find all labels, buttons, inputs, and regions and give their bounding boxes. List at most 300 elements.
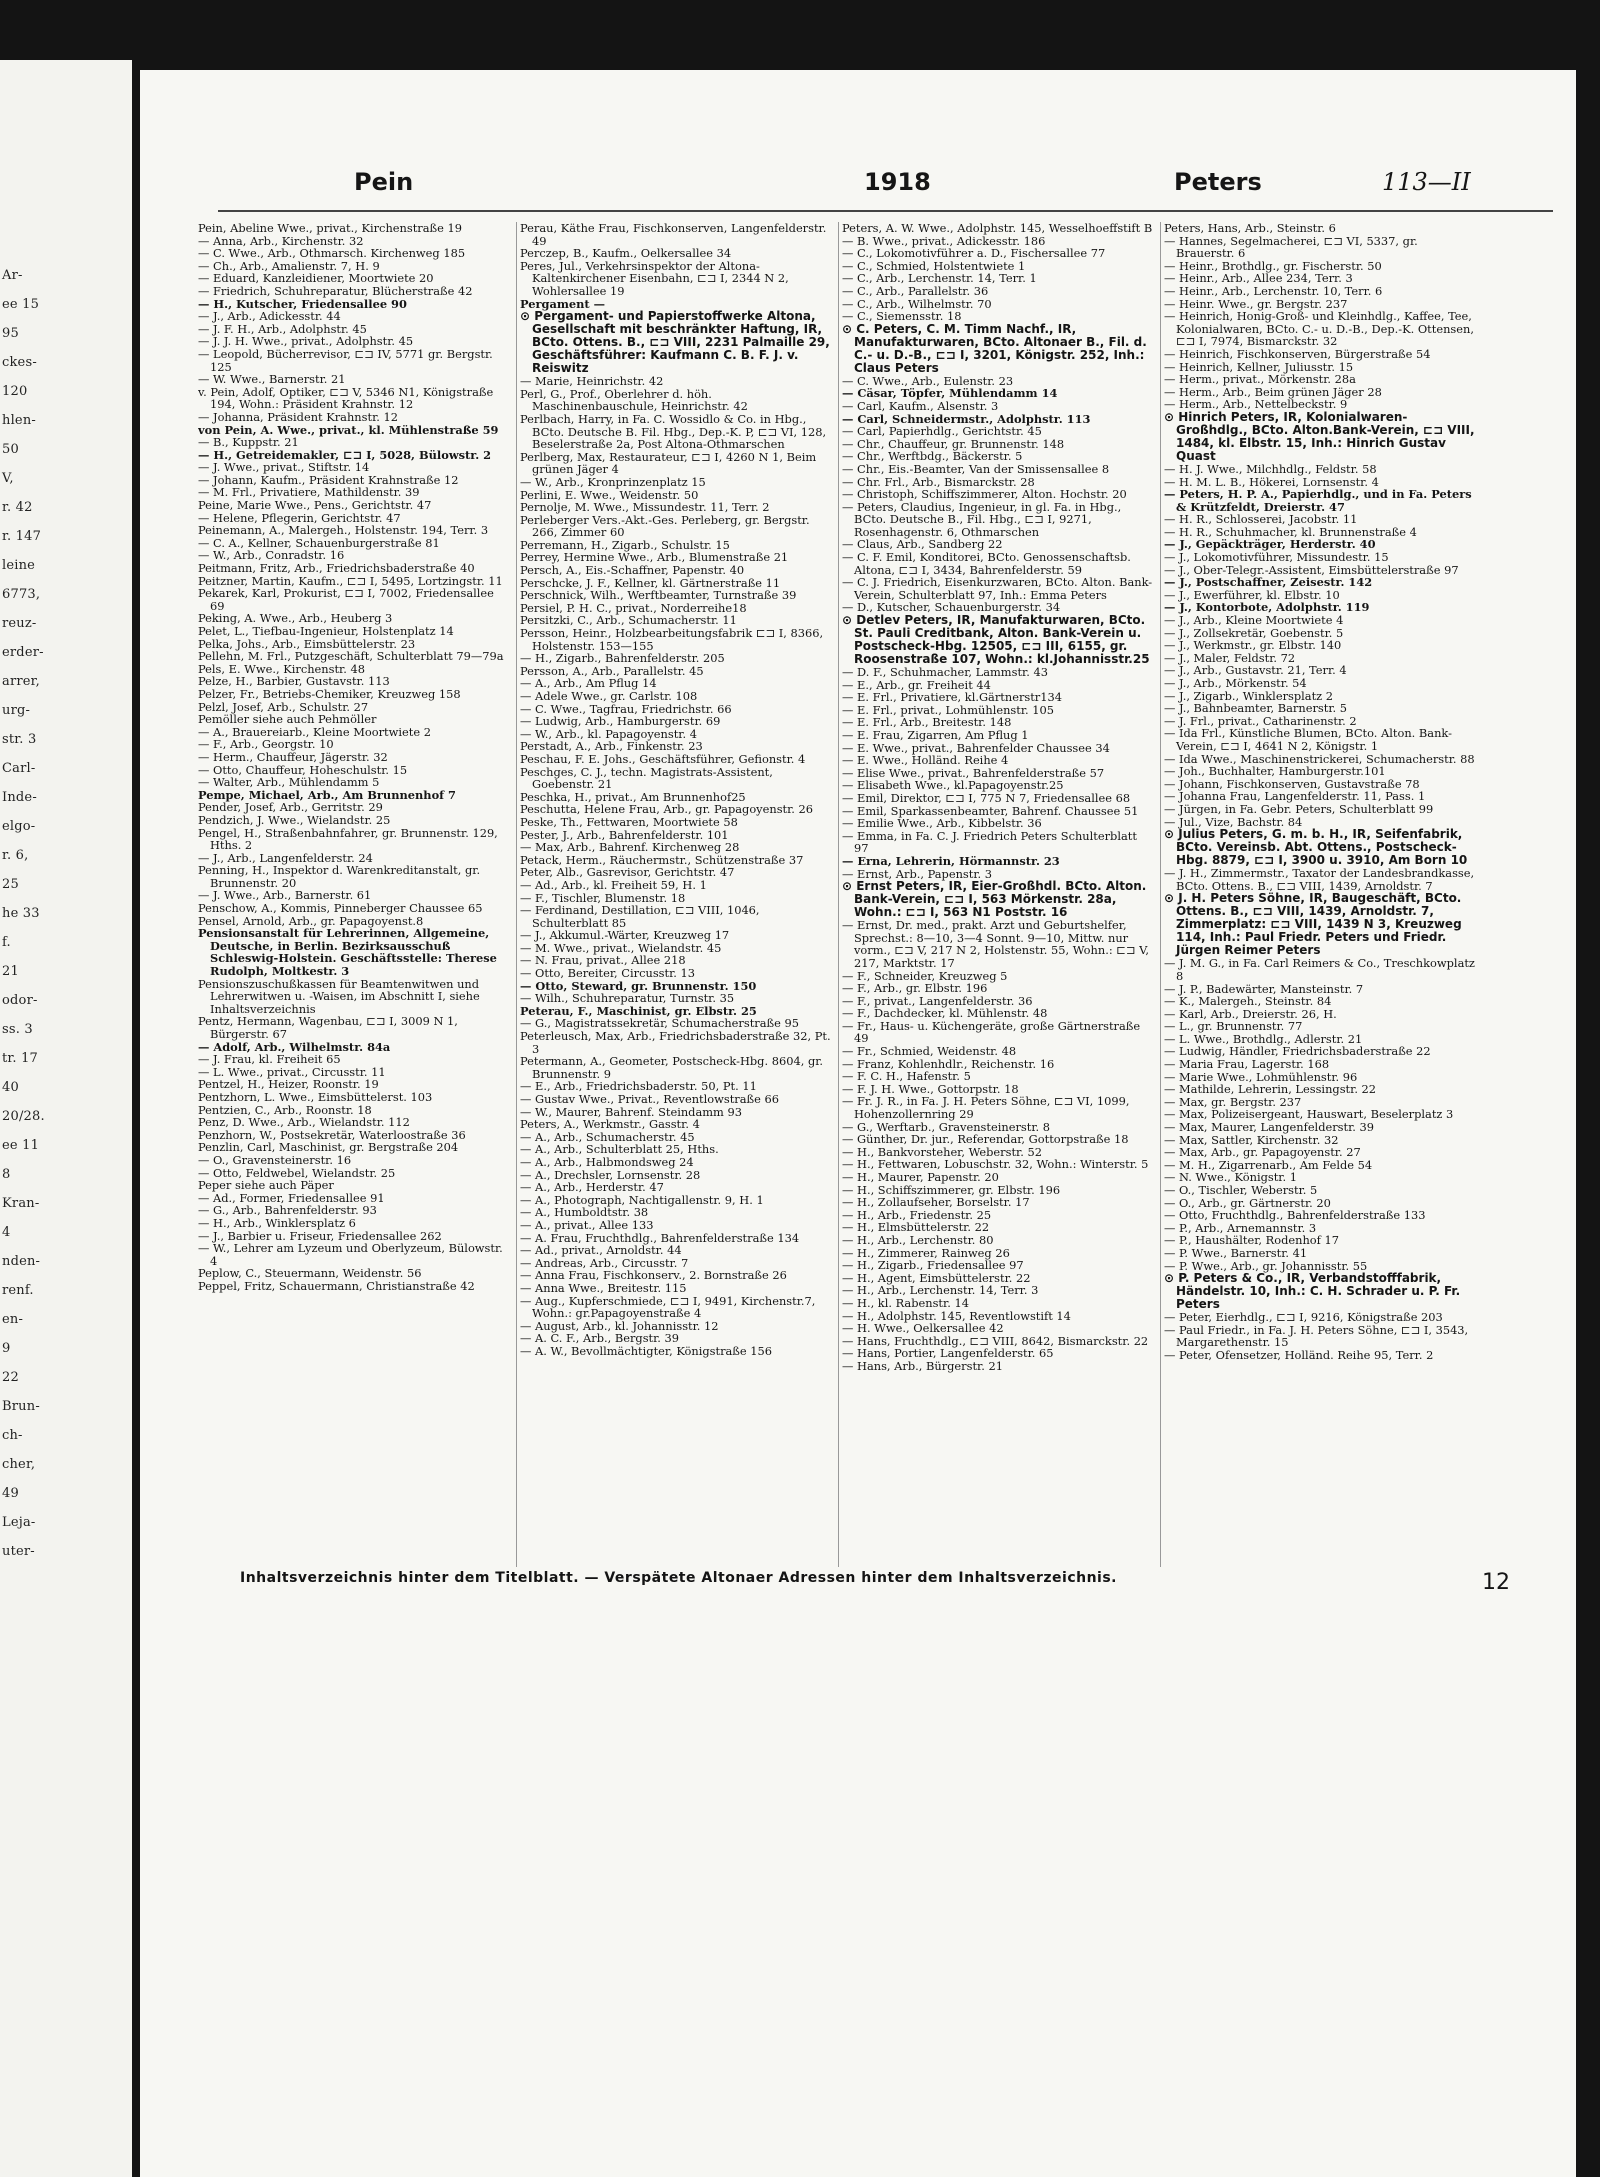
directory-entry: — Cäsar, Töpfer, Mühlendamm 14 — [842, 386, 1058, 401]
directory-entry: — Peters, Claudius, Ingenieur, in gl. Fa. in Hbg., BCto. Deutsche B., Fil. Hbg., ⊏⊐ I, 9271, Rosenhagenstr. 6, Othmarschen — [842, 499, 1122, 539]
directory-entry: — A., Arb., Schumacherstr. 45 — [520, 1129, 695, 1144]
directory-entry: — J. Frau, kl. Freiheit 65 — [198, 1052, 341, 1067]
directory-entry: ⊙ J. H. Peters Söhne, IR, Baugeschäft, BCto. Ottens. B., ⊏⊐ VIII, 1439, Arnoldstr. 7, Zimmerplatz: ⊏⊐ VIII, 1439 N 3, Kreuzweg 114, Inh.: Paul Friedr. Peters und Friedr. Jürgen Reimer Peters — [1164, 891, 1462, 958]
previous-page-edge — [0, 60, 132, 2177]
directory-entry: — E., Arb., Friedrichsbaderstr. 50, Pt. 11 — [520, 1079, 757, 1094]
directory-entry: Peschges, C. J., techn. Magistrats-Assistent, Goebenstr. 21 — [520, 764, 773, 792]
directory-entry: Perleberger Vers.-Akt.-Ges. Perleberg, gr. Bergstr. 266, Zimmer 60 — [520, 512, 810, 540]
directory-entry: — Chr. Frl., Arb., Bismarckstr. 28 — [842, 474, 1035, 489]
directory-entry: — Walter, Arb., Mühlendamm 5 — [198, 775, 380, 790]
directory-entry: — F., Arb., gr. Elbstr. 196 — [842, 981, 988, 996]
directory-entry: — Hans, Fruchthdlg., ⊏⊐ VIII, 8642, Bismarckstr. 22 — [842, 1333, 1149, 1348]
directory-entry: — Carl, Kaufm., Alsenstr. 3 — [842, 398, 999, 413]
directory-entry: — B. Wwe., privat., Adickesstr. 186 — [842, 233, 1046, 248]
directory-entry: — Eduard, Kanzleidiener, Moortwiete 20 — [198, 271, 434, 286]
directory-entry: — P. Wwe., Barnerstr. 41 — [1164, 1245, 1308, 1260]
directory-entry: Perl, G., Prof., Oberlehrer d. höh. Maschinenbauschule, Heinrichstr. 42 — [520, 386, 748, 414]
directory-entry: — Ernst, Dr. med., prakt. Arzt und Geburtshelfer, Sprechst.: 8—10, 3—4 Sonnt. 9—10, Mittw. nur vorm., ⊏⊐ V, 217 N 2, Holstenstr. 55, Wohn.: ⊏⊐ V, 217, Marktstr. 17 — [842, 918, 1150, 970]
directory-entry: — Max, Arb., Bahrenf. Kirchenweg 28 — [520, 840, 740, 855]
directory-entry: — H., Elmsbüttelerstr. 22 — [842, 1220, 990, 1235]
directory-entry: — H. J. Wwe., Milchhdlg., Feldstr. 58 — [1164, 461, 1377, 476]
directory-entry: — G., Arb., Bahrenfelderstr. 93 — [198, 1203, 377, 1218]
directory-entry: — C. A., Kellner, Schauenburgerstraße 81 — [198, 535, 440, 550]
directory-entry: — J., Ober-Telegr.-Assistent, Eimsbüttelerstraße 97 — [1164, 562, 1459, 577]
directory-entry: — Elisabeth Wwe., kl.Papagoyenstr.25 — [842, 778, 1064, 793]
directory-entry: — J., Arb., Mörkenstr. 54 — [1164, 676, 1307, 690]
directory-entry: Pensel, Arnold, Arb., gr. Papagoyenst.8 — [198, 913, 424, 928]
directory-entry: — Helene, Pflegerin, Gerichtstr. 47 — [198, 510, 401, 525]
directory-entry: — H., Arb., Winklersplatz 6 — [198, 1215, 356, 1230]
directory-entry: Pensionsanstalt für Lehrerinnen, Allgemeine, Deutsche, in Berlin. Bezirksausschuß Schleswig-Holstein. Geschäftsstelle: Therese Rudolph, Moltkestr. 3 — [198, 926, 497, 979]
edge-text-fragment: Inde- — [2, 790, 37, 805]
directory-entry: — Ernst, Arb., Papenstr. 3 — [842, 866, 993, 881]
directory-entry: — L., gr. Brunnenstr. 77 — [1164, 1019, 1303, 1034]
directory-entry: — Karl, Arb., Dreierstr. 26, H. — [1164, 1006, 1337, 1021]
directory-entry: — H. Wwe., Oelkersallee 42 — [842, 1321, 1004, 1336]
edge-text-fragment: 95 — [2, 326, 19, 341]
directory-entry: von Pein, A. Wwe., privat., kl. Mühlenstraße 59 — [198, 422, 499, 437]
directory-entry: — Erna, Lehrerin, Hörmannstr. 23 — [842, 853, 1060, 868]
directory-entry: — J., Zollsekretär, Goebenstr. 5 — [1164, 625, 1344, 640]
edge-text-fragment: arrer, — [2, 674, 40, 689]
directory-entry: — C. Wwe., Arb., Othmarsch. Kirchenweg 185 — [198, 246, 466, 261]
edge-text-fragment: ss. 3 — [2, 1022, 33, 1037]
edge-text-fragment: en- — [2, 1312, 24, 1327]
directory-entry: — J., Akkumul.-Wärter, Kreuzweg 17 — [520, 928, 730, 943]
directory-entry: — Andreas, Arb., Circusstr. 7 — [520, 1255, 689, 1270]
directory-entry: — J., Lokomotivführer, Missundestr. 15 — [1164, 550, 1389, 565]
edge-text-fragment: 50 — [2, 442, 19, 457]
directory-entry: — Fr., Haus- u. Küchengeräte, große Gärtnerstraße 49 — [842, 1018, 1141, 1046]
directory-entry: — C., Lokomotivführer a. D., Fischersallee 77 — [842, 246, 1106, 261]
directory-entry: — Fr. J. R., in Fa. J. H. Peters Söhne, ⊏⊐ VI, 1099, Hohenzollernring 29 — [842, 1094, 1130, 1122]
edge-text-fragment: elgo- — [2, 819, 36, 834]
directory-entry: Pein, Abeline Wwe., privat., Kirchenstraße 19 — [198, 222, 462, 235]
edge-text-fragment: leine — [2, 558, 36, 573]
directory-entry: Pelze, H., Barbier, Gustavstr. 113 — [198, 674, 390, 689]
directory-entry: — Ferdinand, Destillation, ⊏⊐ VIII, 1046, Schulterblatt 85 — [520, 903, 760, 930]
directory-entry: — Heinrich, Honig-Groß- und Kleinhdlg., Kaffee, Tee, Kolonialwaren, BCto. C.- u. D.-B., Dep.-K. Ottensen, ⊏⊐ I, 7974, Bismarckstr. 32 — [1164, 309, 1474, 349]
directory-entry: — J., Werkmstr., gr. Elbstr. 140 — [1164, 638, 1342, 653]
directory-entry: — Anna Wwe., Breitestr. 115 — [520, 1280, 687, 1295]
directory-entry: Pelka, Johs., Arb., Eimsbüttelerstr. 23 — [198, 636, 416, 651]
directory-entry: Peters, Hans, Arb., Steinstr. 6 — [1164, 222, 1336, 235]
directory-entry: Pentz, Hermann, Wagenbau, ⊏⊐ I, 3009 N 1, Bürgerstr. 67 — [198, 1014, 458, 1041]
directory-entry: — J., Arb., Kleine Moortwiete 4 — [1164, 613, 1344, 628]
directory-entry: — Joh., Buchhalter, Hamburgerstr.101 — [1164, 764, 1386, 779]
directory-entry: — H., Maurer, Papenstr. 20 — [842, 1170, 999, 1184]
directory-entry: Pelzer, Fr., Betriebs-Chemiker, Kreuzweg 158 — [198, 686, 461, 701]
directory-entry: — Heinr., Arb., Lerchenstr. 10, Terr. 6 — [1164, 283, 1383, 298]
directory-entry: — Christoph, Schiffszimmerer, Alton. Hochstr. 20 — [842, 487, 1127, 502]
directory-entry: — N. Wwe., Königstr. 1 — [1164, 1170, 1297, 1185]
edge-text-fragment: Leja- — [2, 1515, 36, 1530]
directory-entry: — Ida Wwe., Maschinenstrickerei, Schumacherstr. 88 — [1164, 751, 1475, 766]
directory-entry: Pengel, H., Straßenbahnfahrer, gr. Brunnenstr. 129, Hths. 2 — [198, 825, 498, 853]
directory-entry: — J., Gepäckträger, Herderstr. 40 — [1164, 537, 1376, 552]
directory-entry: — Max, Polizeisergeant, Hauswart, Beselerplatz 3 — [1164, 1107, 1454, 1122]
edge-text-fragment: 21 — [2, 964, 19, 979]
directory-entry: — C. Wwe., Tagfrau, Friedrichstr. 66 — [520, 701, 732, 716]
directory-entry: — H., Arb., Lerchenstr. 80 — [842, 1232, 994, 1247]
directory-entry: ⊙ Ernst Peters, IR, Eier-Großhdl. BCto. Alton. Bank-Verein, ⊏⊐ I, 563 Mörkenstr. 28a, Wohn.: ⊏⊐ I, 563 N1 Poststr. 16 — [842, 879, 1147, 920]
directory-entry: — Otto, Feldwebel, Wielandstr. 25 — [198, 1165, 396, 1180]
directory-entry: Perremann, H., Zigarb., Schulstr. 15 — [520, 537, 730, 552]
directory-entry: — Otto, Chauffeur, Hoheschulstr. 15 — [198, 762, 408, 777]
directory-entry: — Peter, Ofensetzer, Holländ. Reihe 95, Terr. 2 — [1164, 1347, 1434, 1362]
directory-entry: — Emma, in Fa. C. J. Friedrich Peters Schulterblatt 97 — [842, 828, 1137, 856]
directory-entry: — H. R., Schuhmacher, kl. Brunnenstraße 4 — [1164, 524, 1417, 539]
directory-entry: — C., Arb., Wilhelmstr. 70 — [842, 296, 992, 311]
directory-entry: Petermann, A., Geometer, Postscheck-Hbg. 8604, gr. Brunnenstr. 9 — [520, 1054, 824, 1081]
directory-entry: — E., Arb., gr. Freiheit 44 — [842, 677, 991, 692]
directory-entry: — E. Frau, Zigarren, Am Pflug 1 — [842, 728, 1029, 742]
directory-entry: — Herm., privat., Mörkenstr. 28a — [1164, 372, 1356, 387]
directory-entry: — C. Wwe., Arb., Eulenstr. 23 — [842, 373, 1014, 388]
directory-entry: — J. J. H. Wwe., privat., Adolphstr. 45 — [198, 334, 414, 349]
directory-entry: — N. Frau, privat., Allee 218 — [520, 953, 686, 968]
directory-entry: — M. H., Zigarrenarb., Am Felde 54 — [1164, 1157, 1373, 1172]
directory-entry: Petack, Herm., Räuchermstr., Schützenstraße 37 — [520, 852, 804, 867]
directory-entry: — B., Kuppstr. 21 — [198, 435, 299, 450]
directory-entry: — A., Photograph, Nachtigallenstr. 9, H. 1 — [520, 1192, 764, 1207]
directory-entry: — J., Arb., Gustavstr. 21, Terr. 4 — [1164, 663, 1347, 678]
directory-entry: — Herm., Chauffeur, Jägerstr. 32 — [198, 749, 388, 764]
directory-entry: Perlberg, Max, Restaurateur, ⊏⊐ I, 4260 N 1, Beim grünen Jäger 4 — [520, 449, 817, 477]
directory-entry: — Otto, Bereiter, Circusstr. 13 — [520, 966, 696, 981]
directory-entry: — Heinr., Arb., Allee 234, Terr. 3 — [1164, 271, 1353, 286]
directory-entry: — D., Kutscher, Schauenburgerstr. 34 — [842, 600, 1061, 615]
directory-entry: — F. J. H. Wwe., Gottorpstr. 18 — [842, 1081, 1019, 1096]
directory-entry: Penz, D. Wwe., Arb., Wielandstr. 112 — [198, 1115, 410, 1130]
directory-entry: — H., Arb., Friedenstr. 25 — [842, 1207, 992, 1222]
directory-entry: — Fr., Schmied, Weidenstr. 48 — [842, 1044, 1017, 1059]
directory-entry: Peter, Alb., Gasrevisor, Gerichtstr. 47 — [520, 865, 735, 880]
edge-text-fragment: r. 147 — [2, 529, 42, 544]
directory-entry: — H. M. L. B., Hökerei, Lornsenstr. 4 — [1164, 474, 1379, 489]
directory-entry: — Chr., Eis.-Beamter, Van der Smissensallee 8 — [842, 461, 1110, 476]
directory-entry: — G., Werftarb., Gravensteinerstr. 8 — [842, 1119, 1050, 1134]
directory-entry: — Heinr. Wwe., gr. Bergstr. 237 — [1164, 296, 1348, 311]
directory-entry: — F., Arb., Georgstr. 10 — [198, 737, 334, 752]
column-1 — [198, 222, 510, 1567]
directory-entry: — J., Maler, Feldstr. 72 — [1164, 650, 1296, 665]
directory-entry: Peters, A. W. Wwe., Adolphstr. 145, Wesselhoeffstift B — [842, 222, 1153, 235]
directory-entry: Peitmann, Fritz, Arb., Friedrichsbaderstraße 40 — [198, 561, 475, 576]
directory-page — [140, 70, 1576, 2177]
directory-entry: Persitzki, C., Arb., Schumacherstr. 11 — [520, 613, 737, 628]
directory-entry: — W., Arb., Conradstr. 16 — [198, 548, 345, 563]
directory-entry: — Herm., Arb., Nettelbeckstr. 9 — [1164, 397, 1348, 412]
directory-entry: — H., Adolphstr. 145, Reventlowstift 14 — [842, 1308, 1071, 1323]
directory-entry: Peske, Th., Fettwaren, Moortwiete 58 — [520, 814, 738, 829]
edge-text-fragment: f. — [2, 935, 11, 950]
footer-note: Inhaltsverzeichnis hinter dem Titelblatt. — Verspätete Altonaer Adressen hinter dem Inhaltsverzeichnis. — [240, 1570, 1118, 1586]
directory-entry: — J. P., Badewärter, Mansteinstr. 7 — [1164, 981, 1364, 996]
directory-entry: — Heinrich, Kellner, Juliusstr. 15 — [1164, 359, 1354, 374]
directory-entry: Peppel, Fritz, Schauermann, Christianstraße 42 — [198, 1278, 475, 1293]
directory-entry: — Peter, Eierhdlg., ⊏⊐ I, 9216, Königstraße 203 — [1164, 1310, 1443, 1325]
header-right-keyword: Peters — [1174, 168, 1262, 196]
directory-entry: Perschcke, J. F., Kellner, kl. Gärtnerstraße 11 — [520, 575, 781, 590]
directory-entry: — M. Wwe., privat., Wielandstr. 45 — [520, 940, 722, 955]
directory-entry: — F., Tischler, Blumenstr. 18 — [520, 890, 686, 905]
directory-entry: — W., Arb., kl. Papagoyenstr. 4 — [520, 726, 697, 741]
directory-entry: — Hans, Portier, Langenfelderstr. 65 — [842, 1346, 1054, 1361]
directory-entry: — Chr., Werftbdg., Bäckerstr. 5 — [842, 449, 1023, 464]
directory-entry: — E. Frl., Arb., Breitestr. 148 — [842, 715, 1012, 730]
directory-entry: ⊙ Detlev Peters, IR, Manufakturwaren, BCto. St. Pauli Creditbank, Alton. Bank-Verein u. Postscheck-Hbg. 12505, ⊏⊐ III, 6155, gr. Roosenstraße 107, Wohn.: kl.Johannisstr.25 — [842, 613, 1150, 667]
directory-entry: — E. Wwe., Holländ. Reihe 4 — [842, 753, 1009, 768]
edge-text-fragment: cher, — [2, 1457, 36, 1472]
edge-text-fragment: hlen- — [2, 413, 36, 428]
directory-entry: — J., Zigarb., Winklersplatz 2 — [1164, 688, 1334, 703]
edge-text-fragment: r. 42 — [2, 500, 33, 515]
directory-entry: — Paul Friedr., in Fa. J. H. Peters Söhne, ⊏⊐ I, 3543, Margarethenstr. 15 — [1164, 1322, 1469, 1350]
directory-entry: Peterau, F., Maschinist, gr. Elbstr. 25 — [520, 1003, 757, 1018]
directory-entry: — H., Schiffszimmerer, gr. Elbstr. 196 — [842, 1182, 1061, 1197]
directory-entry: — C., Siemensstr. 18 — [842, 309, 962, 324]
edge-text-fragment: ee 15 — [2, 297, 40, 312]
directory-entry: Pels, E. Wwe., Kirchenstr. 48 — [198, 661, 365, 676]
edge-text-fragment: erder- — [2, 645, 44, 660]
directory-entry: — Hannes, Segelmacherei, ⊏⊐ VI, 5337, gr. Brauerstr. 6 — [1164, 233, 1418, 261]
edge-text-fragment: 20/28. — [2, 1109, 45, 1124]
directory-entry: — Otto, Fruchthdlg., Bahrenfelderstraße 133 — [1164, 1208, 1426, 1223]
directory-entry: — Johanna, Präsident Krahnstr. 12 — [198, 409, 398, 424]
directory-entry: — Franz, Kohlenhdlr., Reichenstr. 16 — [842, 1056, 1055, 1071]
directory-entry: — J., Ewerführer, kl. Elbstr. 10 — [1164, 587, 1340, 602]
directory-entry: — H., Zollaufseher, Borselstr. 17 — [842, 1195, 1030, 1210]
directory-entry: — Ida Frl., Künstliche Blumen, BCto. Alton. Bank-Verein, ⊏⊐ I, 4641 N 2, Königstr. 1 — [1164, 726, 1452, 753]
directory-entry: Pelzl, Josef, Arb., Schulstr. 27 — [198, 699, 369, 714]
directory-entry: Peters, A., Werkmstr., Gasstr. 4 — [520, 1117, 700, 1132]
header-rule — [218, 210, 1553, 212]
directory-entry: — P. Wwe., Arb., gr. Johannisstr. 55 — [1164, 1258, 1368, 1273]
directory-entry: — M. Frl., Privatiere, Mathildenstr. 39 — [198, 485, 420, 500]
directory-entry: — A., Brauereiarb., Kleine Moortwiete 2 — [198, 724, 431, 739]
edge-text-fragment: Ar- — [2, 268, 23, 283]
edge-text-fragment: 40 — [2, 1080, 19, 1095]
directory-entry: — O., Gravensteinerstr. 16 — [198, 1152, 352, 1167]
directory-entry: Pernolje, M. Wwe., Missundestr. 11, Terr. 2 — [520, 500, 770, 515]
edge-text-fragment: r. 6, — [2, 848, 29, 863]
directory-entry: — Adolf, Arb., Wilhelmstr. 84a — [198, 1039, 391, 1054]
directory-entry: — Claus, Arb., Sandberg 22 — [842, 537, 1003, 552]
edge-text-fragment: reuz- — [2, 616, 37, 631]
directory-entry: — H., Arb., Lerchenstr. 14, Terr. 3 — [842, 1283, 1039, 1298]
column-divider — [838, 222, 839, 1567]
directory-entry: — O., Arb., gr. Gärtnerstr. 20 — [1164, 1195, 1331, 1210]
directory-entry: Peres, Jul., Verkehrsinspektor der Altona-Kaltenkirchener Eisenbahn, ⊏⊐ I, 2344 N 2, Wohlersallee 19 — [520, 258, 789, 298]
directory-entry: Peitzner, Martin, Kaufm., ⊏⊐ I, 5495, Lortzingstr. 11 — [198, 573, 503, 588]
edge-text-fragment: 6773, — [2, 587, 41, 602]
directory-entry: Perlbach, Harry, in Fa. C. Wossidlo & Co. in Hbg., BCto. Deutsche B. Fil. Hbg., Dep.-K. P, ⊏⊐ VI, 128, Beselerstraße 2a, Post Altona-Othmarschen — [520, 411, 827, 452]
directory-entry: Peper siehe auch Päper — [198, 1178, 334, 1193]
directory-entry: — H. R., Schlosserei, Jacobstr. 11 — [1164, 512, 1358, 527]
edge-text-fragment: ch- — [2, 1428, 23, 1443]
directory-entry: — J. Frl., privat., Catharinenstr. 2 — [1164, 713, 1357, 728]
directory-entry: — Wilh., Schuhreparatur, Turnstr. 35 — [520, 991, 735, 1006]
directory-entry: — Ludwig, Händler, Friedrichsbaderstraße 22 — [1164, 1044, 1431, 1059]
directory-entry: Peine, Marie Wwe., Pens., Gerichtstr. 47 — [198, 498, 432, 513]
directory-entry: Pendzich, J. Wwe., Wielandstr. 25 — [198, 812, 391, 827]
directory-entry: Pester, J., Arb., Bahrenfelderstr. 101 — [520, 827, 729, 842]
directory-entry: — P., Arb., Arnemannstr. 3 — [1164, 1220, 1317, 1235]
directory-entry: ⊙ Julius Peters, G. m. b. H., IR, Seifenfabrik, BCto. Vereinsb. Abt. Ottens., Postscheck-Hbg. 8879, ⊏⊐ I, 3900 u. 3910, Am Born 10 — [1164, 827, 1468, 868]
directory-entry: — G., Magistratssekretär, Schumacherstraße 95 — [520, 1016, 799, 1031]
edge-text-fragment: 8 — [2, 1167, 11, 1182]
directory-entry: — A., Arb., Am Pflug 14 — [520, 676, 657, 691]
directory-entry: — Heinr., Brothdlg., gr. Fischerstr. 50 — [1164, 258, 1382, 273]
directory-entry: — Johann, Fischkonserven, Gustavstraße 78 — [1164, 776, 1420, 791]
directory-entry: — Emil, Sparkassenbeamter, Bahrenf. Chaussee 51 — [842, 803, 1139, 818]
directory-entry: Persch, A., Eis.-Schaffner, Papenstr. 40 — [520, 563, 745, 578]
directory-entry: — J., Arb., Adickesstr. 44 — [198, 309, 341, 324]
directory-entry: — L. Wwe., privat., Circusstr. 11 — [198, 1064, 386, 1079]
directory-entry: — H., Getreidemakler, ⊏⊐ I, 5028, Bülowstr. 2 — [198, 447, 492, 462]
directory-entry: — A., Arb., Halbmondsweg 24 — [520, 1154, 694, 1169]
directory-entry: Perschnick, Wilh., Werftbeamter, Turnstraße 39 — [520, 588, 797, 603]
edge-text-fragment: 9 — [2, 1341, 11, 1356]
directory-entry: Pekarek, Karl, Prokurist, ⊏⊐ I, 7002, Friedensallee 69 — [198, 586, 494, 613]
directory-entry: Pentzien, C., Arb., Roonstr. 18 — [198, 1102, 372, 1117]
directory-entry: Perstadt, A., Arb., Finkenstr. 23 — [520, 739, 703, 754]
sheet-number: 12 — [1482, 1570, 1510, 1595]
header-year: 1918 — [864, 168, 931, 196]
edge-text-fragment: 25 — [2, 877, 19, 892]
column-4 — [1164, 222, 1476, 1567]
directory-entry: Pellehn, M. Frl., Putzgeschäft, Schulterblatt 79—79a — [198, 649, 504, 664]
directory-entry: Pender, Josef, Arb., Gerritstr. 29 — [198, 800, 383, 815]
directory-entry: — J. M. G., in Fa. Carl Reimers & Co., Treschkowplatz 8 — [1164, 956, 1475, 983]
directory-entry: Penschow, A., Kommis, Pinneberger Chaussee 65 — [198, 901, 483, 916]
directory-entry: — Anna, Arb., Kirchenstr. 32 — [198, 233, 364, 248]
directory-entry: Penzhorn, W., Postsekretär, Waterloostraße 36 — [198, 1127, 466, 1142]
directory-entry: — Ad., Former, Friedensallee 91 — [198, 1190, 385, 1205]
directory-entry: — A. W., Bevollmächtigter, Königstraße 156 — [520, 1343, 773, 1358]
directory-entry: — J., Barbier u. Friseur, Friedensallee 262 — [198, 1228, 442, 1243]
directory-entry: — Jürgen, in Fa. Gebr. Peters, Schulterblatt 99 — [1164, 801, 1434, 816]
directory-entry: — D. F., Schuhmacher, Lammstr. 43 — [842, 665, 1048, 680]
directory-entry: — Marie, Heinrichstr. 42 — [520, 374, 664, 389]
directory-entry: Perau, Käthe Frau, Fischkonserven, Langenfelderstr. 49 — [520, 222, 827, 248]
directory-entry: Perlini, E. Wwe., Weidenstr. 50 — [520, 487, 699, 502]
directory-entry: — Carl, Papierhdlg., Gerichtstr. 45 — [842, 424, 1042, 439]
directory-entry: — Friedrich, Schuhreparatur, Blücherstraße 42 — [198, 283, 473, 298]
directory-entry: — A. C. F., Arb., Bergstr. 39 — [520, 1331, 680, 1346]
directory-entry: Peterleusch, Max, Arb., Friedrichsbaderstraße 32, Pt. 3 — [520, 1029, 831, 1056]
directory-entry: — Günther, Dr. jur., Referendar, Gottorpstraße 18 — [842, 1132, 1129, 1147]
directory-entry: — A., Arb., Herderstr. 47 — [520, 1180, 664, 1195]
directory-entry: — F., Dachdecker, kl. Mühlenstr. 48 — [842, 1006, 1048, 1021]
directory-entry: — W., Lehrer am Lyzeum und Oberlyzeum, Bülowstr. 4 — [198, 1241, 503, 1268]
directory-entry: — K., Malergeh., Steinstr. 84 — [1164, 994, 1332, 1009]
column-2 — [520, 222, 832, 1567]
directory-entry: — Aug., Kupferschmiede, ⊏⊐ I, 9491, Kirchenstr.7, Wohn.: gr.Papagoyenstraße 4 — [520, 1293, 816, 1321]
edge-text-fragment: tr. 17 — [2, 1051, 39, 1066]
directory-entry: — Max, Sattler, Kirchenstr. 32 — [1164, 1132, 1339, 1147]
directory-entry: — Emil, Direktor, ⊏⊐ I, 775 N 7, Friedensallee 68 — [842, 790, 1131, 805]
edge-text-fragment: 120 — [2, 384, 28, 399]
directory-entry: — Marie Wwe., Lohmühlenstr. 96 — [1164, 1069, 1358, 1084]
directory-entry: Pemöller siehe auch Pehmöller — [198, 712, 377, 727]
directory-entry: ⊙ Hinrich Peters, IR, Kolonialwaren-Großhdlg., BCto. Alton.Bank-Verein, ⊏⊐ VIII, 1484, kl. Elbstr. 15, Inh.: Hinrich Gustav Quast — [1164, 409, 1475, 463]
edge-text-fragment: 49 — [2, 1486, 19, 1501]
edge-text-fragment: Kran- — [2, 1196, 40, 1211]
header-left-keyword: Pein — [354, 168, 414, 196]
directory-entry: — F., privat., Langenfelderstr. 36 — [842, 993, 1033, 1008]
directory-entry: — Ad., privat., Arnoldstr. 44 — [520, 1243, 682, 1258]
directory-entry: Pensionszuschußkassen für Beamtenwitwen und Lehrerwitwen u. -Waisen, im Abschnitt I, siehe Inhaltsverzeichnis — [198, 976, 480, 1016]
directory-entry: — A., Arb., Schulterblatt 25, Hths. — [520, 1142, 719, 1157]
directory-entry: v. Pein, Adolf, Optiker, ⊏⊐ V, 5346 N1, Königstraße 194, Wohn.: Präsident Krahnstr. 12 — [198, 384, 494, 412]
directory-entry: — Max, Maurer, Langenfelderstr. 39 — [1164, 1120, 1375, 1135]
directory-entry: — Peters, H. P. A., Papierhdlg., und in Fa. Peters & Krützfeldt, Dreierstr. 47 — [1164, 487, 1472, 514]
directory-entry: — H., Zigarb., Friedensallee 97 — [842, 1258, 1024, 1273]
directory-entry: — J., Kontorbote, Adolphstr. 119 — [1164, 600, 1370, 615]
directory-entry: Penning, H., Inspektor d. Warenkreditanstalt, gr. Brunnenstr. 20 — [198, 863, 481, 890]
directory-entry: — A., privat., Allee 133 — [520, 1217, 654, 1232]
directory-entry: — Anna Frau, Fischkonserv., 2. Bornstraße 26 — [520, 1268, 787, 1283]
directory-entry: ⊙ C. Peters, C. M. Timm Nachf., IR, Manufakturwaren, BCto. Altonaer B., Fil. d. C.- u. D.-B., ⊏⊐ I, 3201, Königstr. 252, Inh.: Claus Peters — [842, 321, 1147, 375]
directory-entry: — Johann, Kaufm., Präsident Krahnstraße 12 — [198, 472, 459, 487]
directory-entry: — Jul., Vize, Bachstr. 84 — [1164, 814, 1303, 829]
edge-text-fragment: urg- — [2, 703, 31, 718]
directory-entry: — H., Kutscher, Friedensallee 90 — [198, 296, 407, 311]
directory-entry: Pentzel, H., Heizer, Roonstr. 19 — [198, 1077, 379, 1092]
directory-entry: Peschau, F. E. Johs., Geschäftsführer, Gefionstr. 4 — [520, 751, 806, 766]
directory-entry: — Ch., Arb., Amalienstr. 7, H. 9 — [198, 258, 380, 273]
directory-entry: Persson, A., Arb., Parallelstr. 45 — [520, 663, 704, 678]
directory-entry: — L. Wwe., Brothdlg., Adlerstr. 21 — [1164, 1031, 1363, 1046]
directory-entry: ⊙ Pergament- und Papierstoffwerke Altona, Gesellschaft mit beschränkter Haftung, IR, BCto. Ottens. B., ⊏⊐ VIII, 2231 Palmaille 29, Geschäftsführer: Kaufmann C. B. F. J. v. Reiswitz — [520, 309, 830, 376]
directory-entry: — August, Arb., kl. Johannisstr. 12 — [520, 1318, 719, 1333]
running-header — [140, 168, 1576, 208]
directory-entry: — Chr., Chauffeur, gr. Brunnenstr. 148 — [842, 436, 1065, 451]
directory-entry: Pergament — — [520, 296, 606, 311]
edge-text-fragment: he 33 — [2, 906, 40, 921]
directory-entry: — E. Frl., Privatiere, kl.Gärtnerstr134 — [842, 690, 1062, 705]
directory-entry: — J. Wwe., privat., Stiftstr. 14 — [198, 460, 370, 475]
directory-entry: Pempe, Michael, Arb., Am Brunnenhof 7 — [198, 787, 456, 802]
edge-text-fragment: Brun- — [2, 1399, 40, 1414]
directory-entry: — J., Bahnbeamter, Barnerstr. 5 — [1164, 701, 1347, 716]
directory-entry: — H., Zigarb., Bahrenfelderstr. 205 — [520, 651, 725, 666]
directory-entry: — Johanna Frau, Langenfelderstr. 11, Pass. 1 — [1164, 789, 1426, 804]
directory-entry: — H., Agent, Eimsbüttelerstr. 22 — [842, 1270, 1031, 1285]
directory-entry: Peschutta, Helene Frau, Arb., gr. Papagoyenstr. 26 — [520, 802, 814, 817]
directory-entry: — Elise Wwe., privat., Bahrenfelderstraße 57 — [842, 765, 1105, 780]
edge-text-fragment: nden- — [2, 1254, 41, 1269]
directory-entry: — E. Wwe., privat., Bahrenfelder Chaussee 34 — [842, 740, 1110, 755]
edge-text-fragment: 22 — [2, 1370, 19, 1385]
column-divider — [1160, 222, 1161, 1567]
directory-entry: — A., Humboldtstr. 38 — [520, 1205, 649, 1220]
directory-entry: — Hans, Arb., Bürgerstr. 21 — [842, 1358, 1003, 1373]
directory-entry: — J., Postschaffner, Zeisestr. 142 — [1164, 575, 1373, 590]
column-3 — [842, 222, 1154, 1567]
directory-entry: — O., Tischler, Weberstr. 5 — [1164, 1183, 1318, 1197]
directory-entry: — C., Arb., Parallelstr. 36 — [842, 283, 989, 298]
directory-entry: — Adele Wwe., gr. Carlstr. 108 — [520, 689, 698, 703]
directory-entry: — Gustav Wwe., Privat., Reventlowstraße 66 — [520, 1092, 779, 1106]
directory-entry: — Ludwig, Arb., Hamburgerstr. 69 — [520, 714, 721, 729]
edge-text-fragment: V, — [2, 471, 14, 486]
directory-entry: — H., Bankvorsteher, Weberstr. 52 — [842, 1144, 1042, 1159]
directory-entry: Peinemann, A., Malergeh., Holstenstr. 194, Terr. 3 — [198, 523, 489, 538]
edge-text-fragment: ee 11 — [2, 1138, 40, 1153]
